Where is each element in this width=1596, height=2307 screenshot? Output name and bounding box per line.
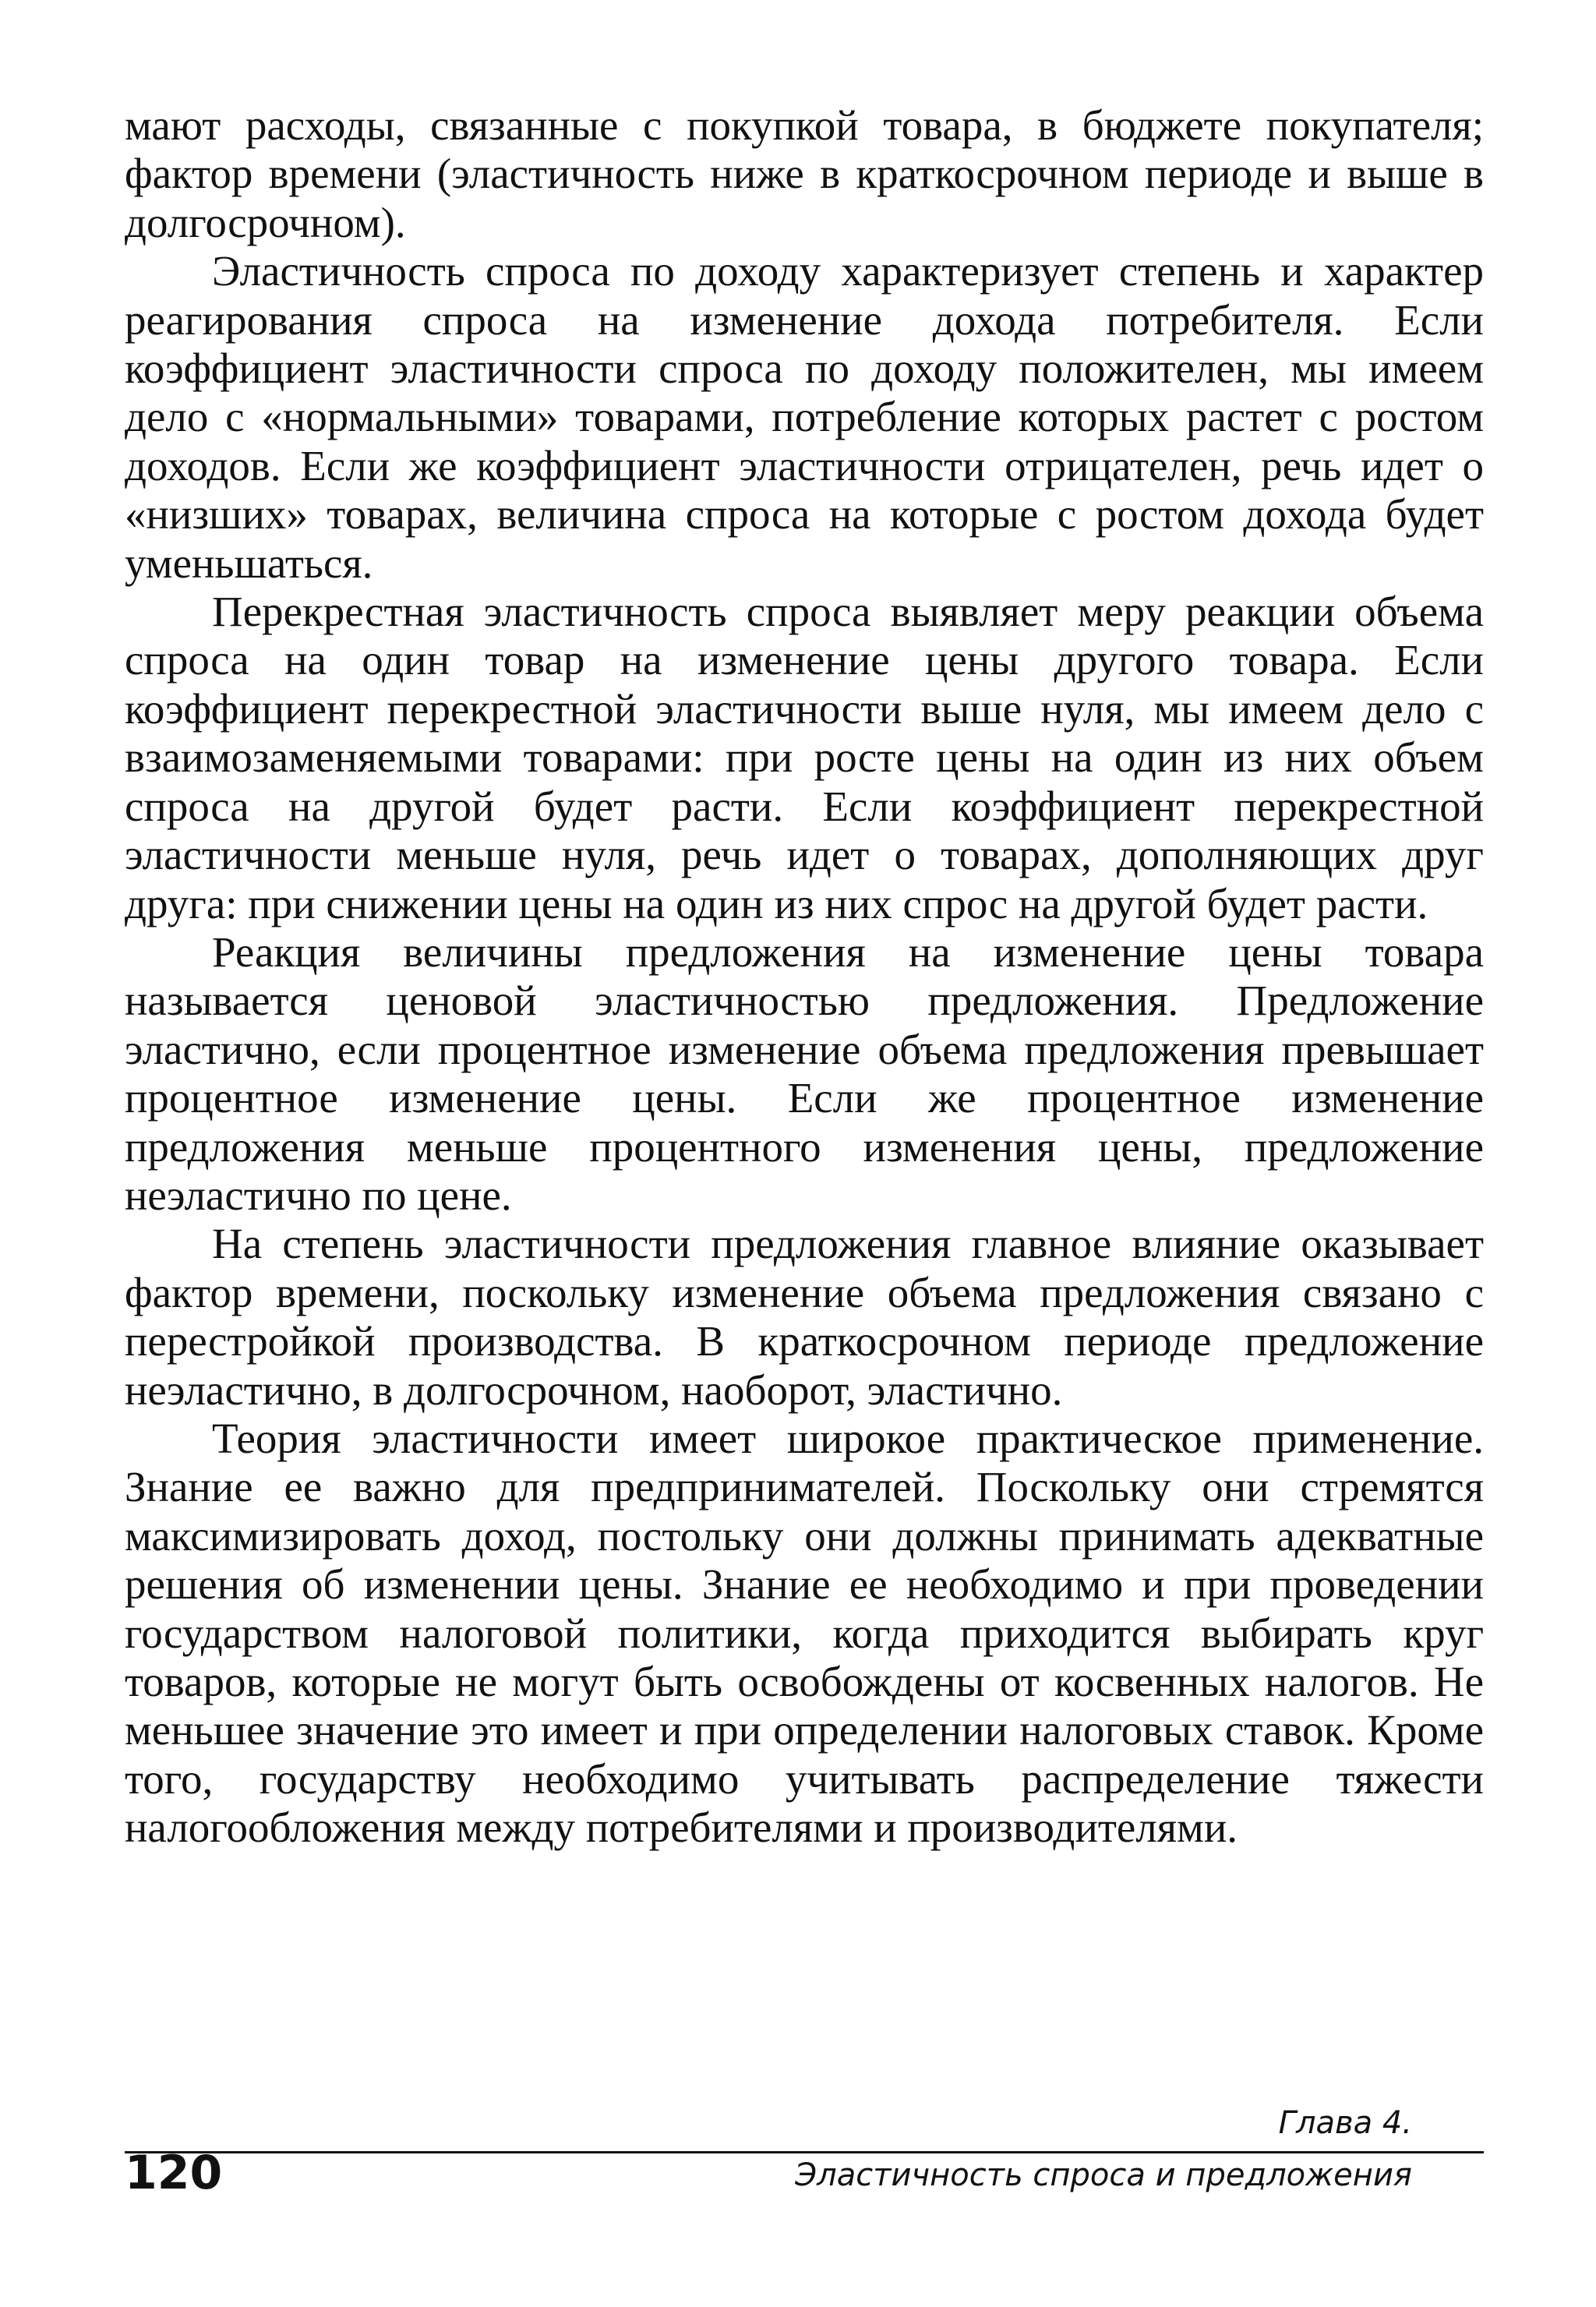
paragraph-continuation: мают расходы, связанные с покупкой товара, в бюджете покупателя; фактор времени (эластичность ниже в краткосрочном периоде и выше в долгосрочном). bbox=[125, 101, 1484, 246]
paragraph-time-factor: На степень эластичности предложения главное влияние оказывает фактор времени, поскольку изменение объема предложения связано с перестройкой производства. В краткосрочном периоде предложение неэластично, в долгосрочном, наоборот, эластично. bbox=[125, 1220, 1484, 1414]
page-number: 120 bbox=[125, 2146, 223, 2200]
paragraph-cross-elasticity: Перекрестная эластичность спроса выявляет меру реакции объема спроса на один товар на изменение цены другого товара. Если коэффициент перекрестной эластичности выше нуля, мы имеем дело с взаимозаменяемыми товарами: при росте цены на один из них объем спроса на другой будет расти. Если коэффициент перекрестной эластичности меньше нуля, речь идет о товарах, дополняющих друг друга: при снижении цены на один из них спрос на другой будет расти. bbox=[125, 588, 1484, 927]
footer-rule bbox=[125, 2151, 1484, 2153]
section-title: Эластичность спроса и предложения bbox=[795, 2157, 1412, 2193]
page-body bbox=[125, 101, 1484, 1853]
page-footer bbox=[125, 2104, 1484, 2198]
chapter-label: Глава 4. bbox=[1278, 2105, 1412, 2141]
paragraph-supply-elasticity: Реакция величины предложения на изменение цены товара называется ценовой эластичностью предложения. Предложение эластично, если процентное изменение объема предложения превышает процентное изменение цены. Если же процентное изменение предложения меньше процентного изменения цены, предложение неэластично по цене. bbox=[125, 927, 1484, 1219]
paragraph-income-elasticity: Эластичность спроса по доходу характеризует степень и характер реагирования спроса на изменение дохода потребителя. Если коэффициент эластичности спроса по доходу положителен, мы имеем дело с «нормальными» товарами, потребление которых растет с ростом доходов. Если же коэффициент эластичности отрицателен, речь идет о «низших» товарах, величина спроса на которые с ростом дохода будет уменьшаться. bbox=[125, 247, 1484, 587]
paragraph-practical-application: Теория эластичности имеет широкое практическое применение. Знание ее важно для предпринимателей. Поскольку они стремятся максимизировать доход, постольку они должны принимать адекватные решения об изменении цены. Знание ее необходимо и при проведении государством налоговой политики, когда приходится выбирать круг товаров, которые не могут быть освобождены от косвенных налогов. Не меньшее значение это имеет и при определении налоговых ставок. Кроме того, государству необходимо учитывать распределение тяжести налогообложения между потребителями и производителями. bbox=[125, 1414, 1484, 1852]
